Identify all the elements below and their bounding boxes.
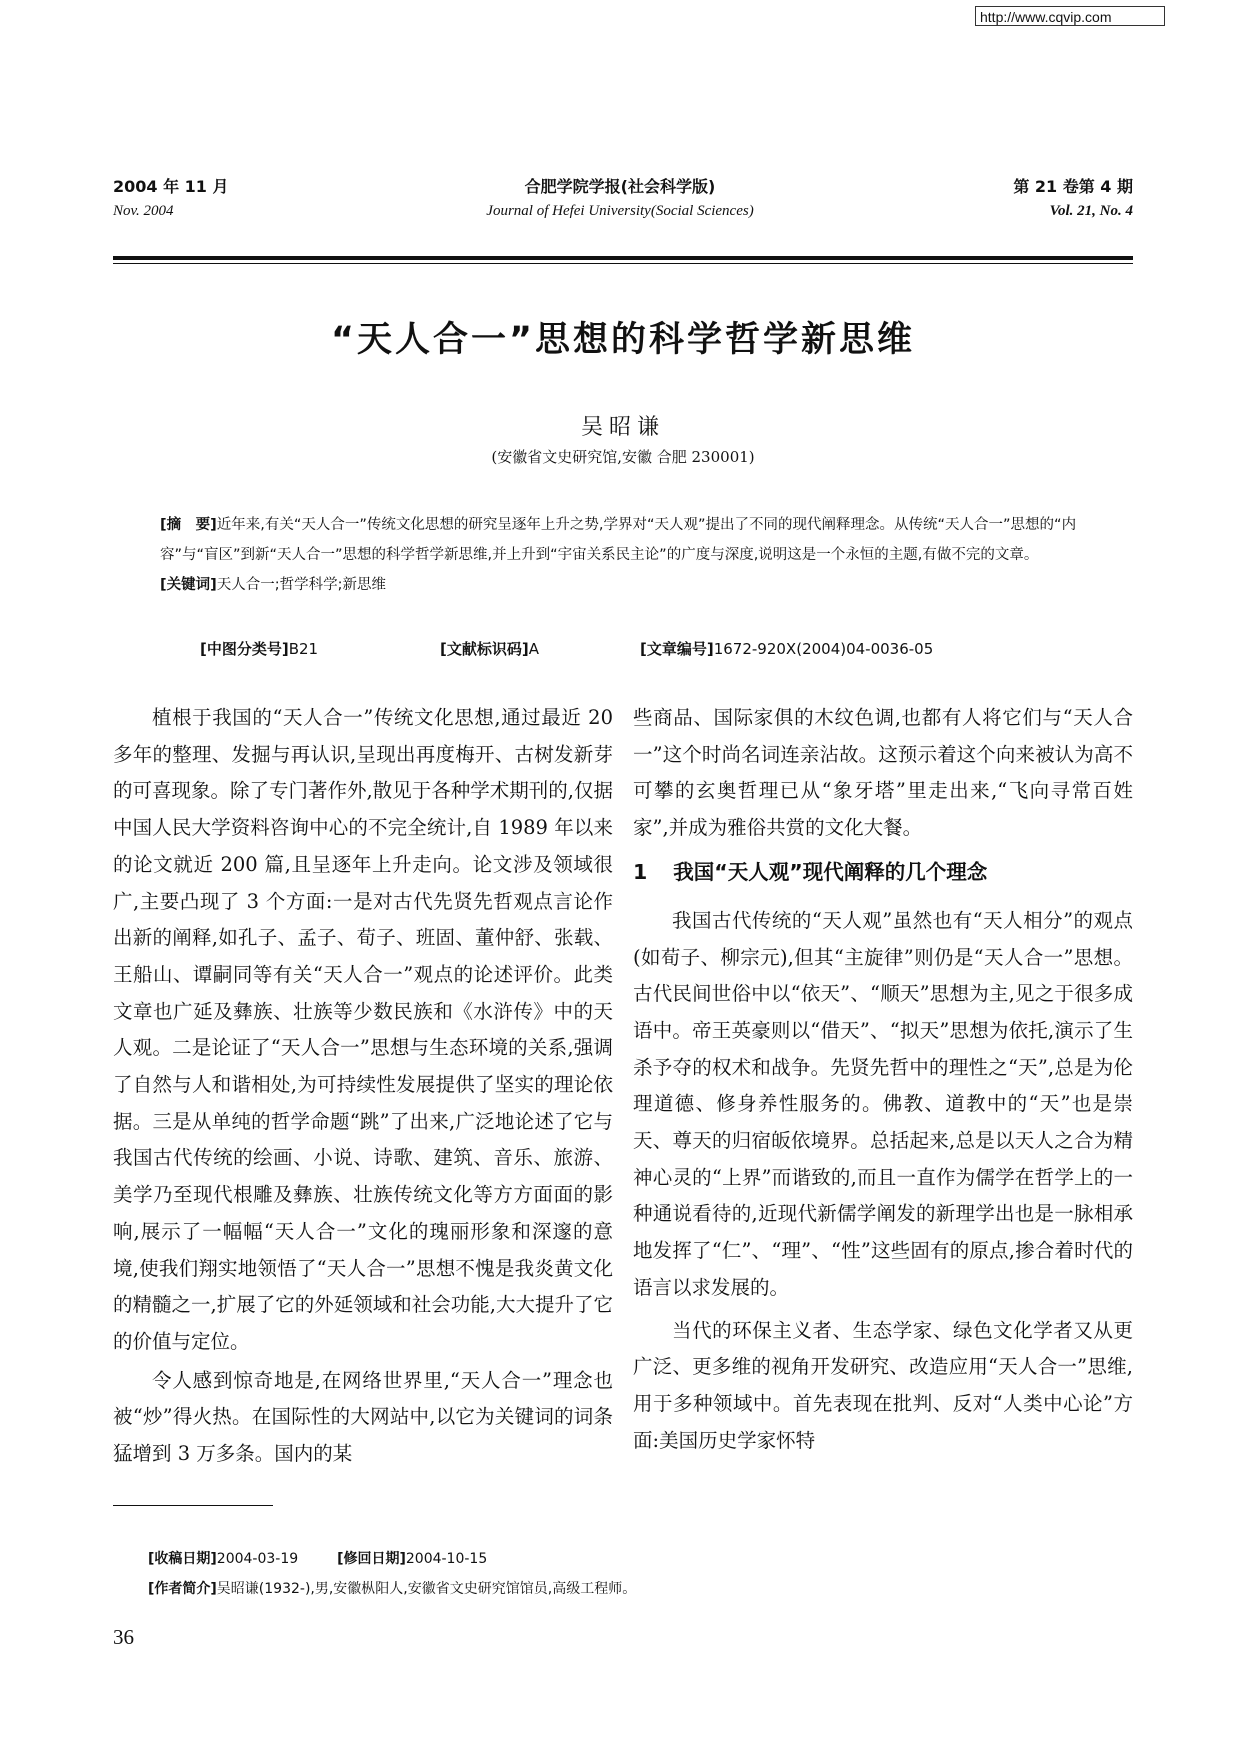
abstract (160, 510, 1110, 600)
article-title: “天人合一”思想的科学哲学新思维 (330, 320, 915, 360)
doccode-row (440, 638, 539, 659)
keywords-line (160, 570, 1110, 600)
doccode-value: A (528, 640, 539, 658)
keywords: 天人合一;哲学科学;新思维 (216, 577, 387, 593)
author-info: 吴昭谦(1932-),男,安徽枞阳人,安徽省文史研究馆馆员,高级工程师。 (216, 1581, 637, 1597)
articleno-label: [文章编号] (640, 640, 714, 658)
header-date-cn: 2004 年 11 月 (113, 177, 229, 196)
paragraph: 些商品、国际家俱的木纹色调,也都有人将它们与“天人合一”这个时尚名词连亲沾故。这预示着这个向来被认为高不可攀的玄奥哲理已从“象牙塔”里走出来,“飞向寻常百姓家”,并成为雅俗共赏的文化大餐。 (633, 706, 1133, 840)
article-author: 吴昭谦 (580, 415, 665, 440)
revised-date: 2004-10-15 (405, 1551, 488, 1567)
clc-label: [中图分类号] (200, 640, 289, 658)
received-date: 2004-03-19 (216, 1551, 299, 1567)
articleno-row (640, 638, 933, 659)
paragraph: 当代的环保主义者、生态学家、绿色文化学者又从更广泛、更多维的视角开发研究、改造应用“天人合一”思维,用于多种领域中。首先表现在批判、反对“人类中心论”方面:美国历史学家怀特 (633, 1318, 1133, 1452)
keywords-label: [关键词] (160, 577, 217, 593)
header-journal-cn: 合肥学院学报(社会科学版) (524, 177, 716, 196)
doccode-label: [文献标识码] (440, 640, 529, 658)
author-info-label: [作者简介] (148, 1581, 217, 1597)
abstract-label: [摘 要] (160, 517, 217, 533)
footnote-author (148, 1578, 636, 1598)
header-journal-en: Journal of Hefei University(Social Sciences) (486, 203, 754, 219)
footnote-rule (113, 1505, 273, 1506)
paragraph: 我国古代传统的“天人观”虽然也有“天人相分”的观点(如荀子、柳宗元),但其“主旋律”则仍是“天人合一”思想。古代民间世俗中以“依天”、“顺天”思想为主,见之于很多成语中。帝王英豪则以“借天”、“拟天”思想为依托,演示了生杀予夺的权术和战争。先贤先哲中的理性之“天”,总是为伦理道德、修身养性服务的。佛教、道教中的“天”也是崇天、尊天的归宿皈依境界。总括起来,总是以天人之合为精神心灵的“上界”而谐致的,而且一直作为儒学在哲学上的一种通说看待的,近现代新儒学阐发的新理学出也是一脉相承地发挥了“仁”、“理”、“性”这些固有的原点,掺合着时代的语言以求发展的。 (633, 908, 1133, 1299)
paragraph: 令人感到惊奇地是,在网络世界里,“天人合一”理念也被“炒”得火热。在国际性的大网站中,以它为关键词的词条猛增到 3 万多条。国内的某 (113, 1368, 613, 1466)
revised-label: [修回日期] (337, 1551, 406, 1567)
section-heading (633, 849, 1133, 895)
source-url[interactable]: http://www.cqvip.com (975, 6, 1165, 26)
abstract-text: 近年来,有关“天人合一”传统文化思想的研究呈逐年上升之势,学界对“天人观”提出了不同的现代阐释理念。从传统“天人合一”思想的“内容”与“盲区”到新“天人合一”思想的科学哲学新思维,并上升到“宇宙关系民主论”的广度与深度,说明这是一个永恒的主题,有做不完的文章。 (160, 517, 1077, 563)
footnote-dates (148, 1548, 487, 1568)
page-number: 36 (113, 1625, 134, 1649)
section-title: 我国“天人观”现代阐释的几个理念 (673, 859, 988, 884)
header-volume-cn: 第 21 卷第 4 期 (1013, 177, 1133, 196)
section-number: 1 (633, 859, 648, 884)
header-rule (113, 256, 1133, 260)
article-affiliation: (安徽省文史研究馆,安徽 合肥 230001) (491, 448, 755, 466)
body-column-left (113, 700, 613, 1473)
received-label: [收稿日期] (148, 1551, 217, 1567)
articleno-value: 1672-920X(2004)04-0036-05 (713, 640, 934, 658)
header-rule-thin (113, 263, 1133, 264)
paragraph: 植根于我国的“天人合一”传统文化思想,通过最近 20 多年的整理、发掘与再认识,呈现出再度梅开、古树发新芽的可喜现象。除了专门著作外,散见于各种学术期刊的,仅据中国人民大学资料咨询中心的不完全统计,自 1989 年以来的论文就近 200 篇,且呈逐年上升走向。论文涉及领域很广,主要凸现了 3 个方面:一是对古代先贤先哲观点言论作出新的阐释,如孔子、孟子、荀子、班固、董仲舒、张载、王船山、谭嗣同等有关“天人合一”观点的论述评价。此类文章也广延及彝族、壮族等少数民族和《水浒传》中的天人观。二是论证了“天人合一”思想与生态环境的关系,强调了自然与人和谐相处,为可持续性发展提供了坚实的理论依据。三是从单纯的哲学命题“跳”了出来,广泛地论述了它与我国古代传统的绘画、小说、诗歌、建筑、音乐、旅游、美学乃至现代根雕及彝族、壮族传统文化等方方面面的影响,展示了一幅幅“天人合一”文化的瑰丽形象和深邃的意境,使我们翔实地领悟了“天人合一”思想不愧是我炎黄文化的精髓之一,扩展了它的外延领域和社会功能,大大提升了它的价值与定位。 (113, 706, 613, 1353)
header-date-en: Nov. 2004 (113, 203, 174, 219)
body-column-right (633, 700, 1133, 1459)
header-volume-en: Vol. 21, No. 4 (1049, 203, 1133, 219)
clc-row (200, 638, 318, 659)
clc-value: B21 (288, 640, 319, 658)
